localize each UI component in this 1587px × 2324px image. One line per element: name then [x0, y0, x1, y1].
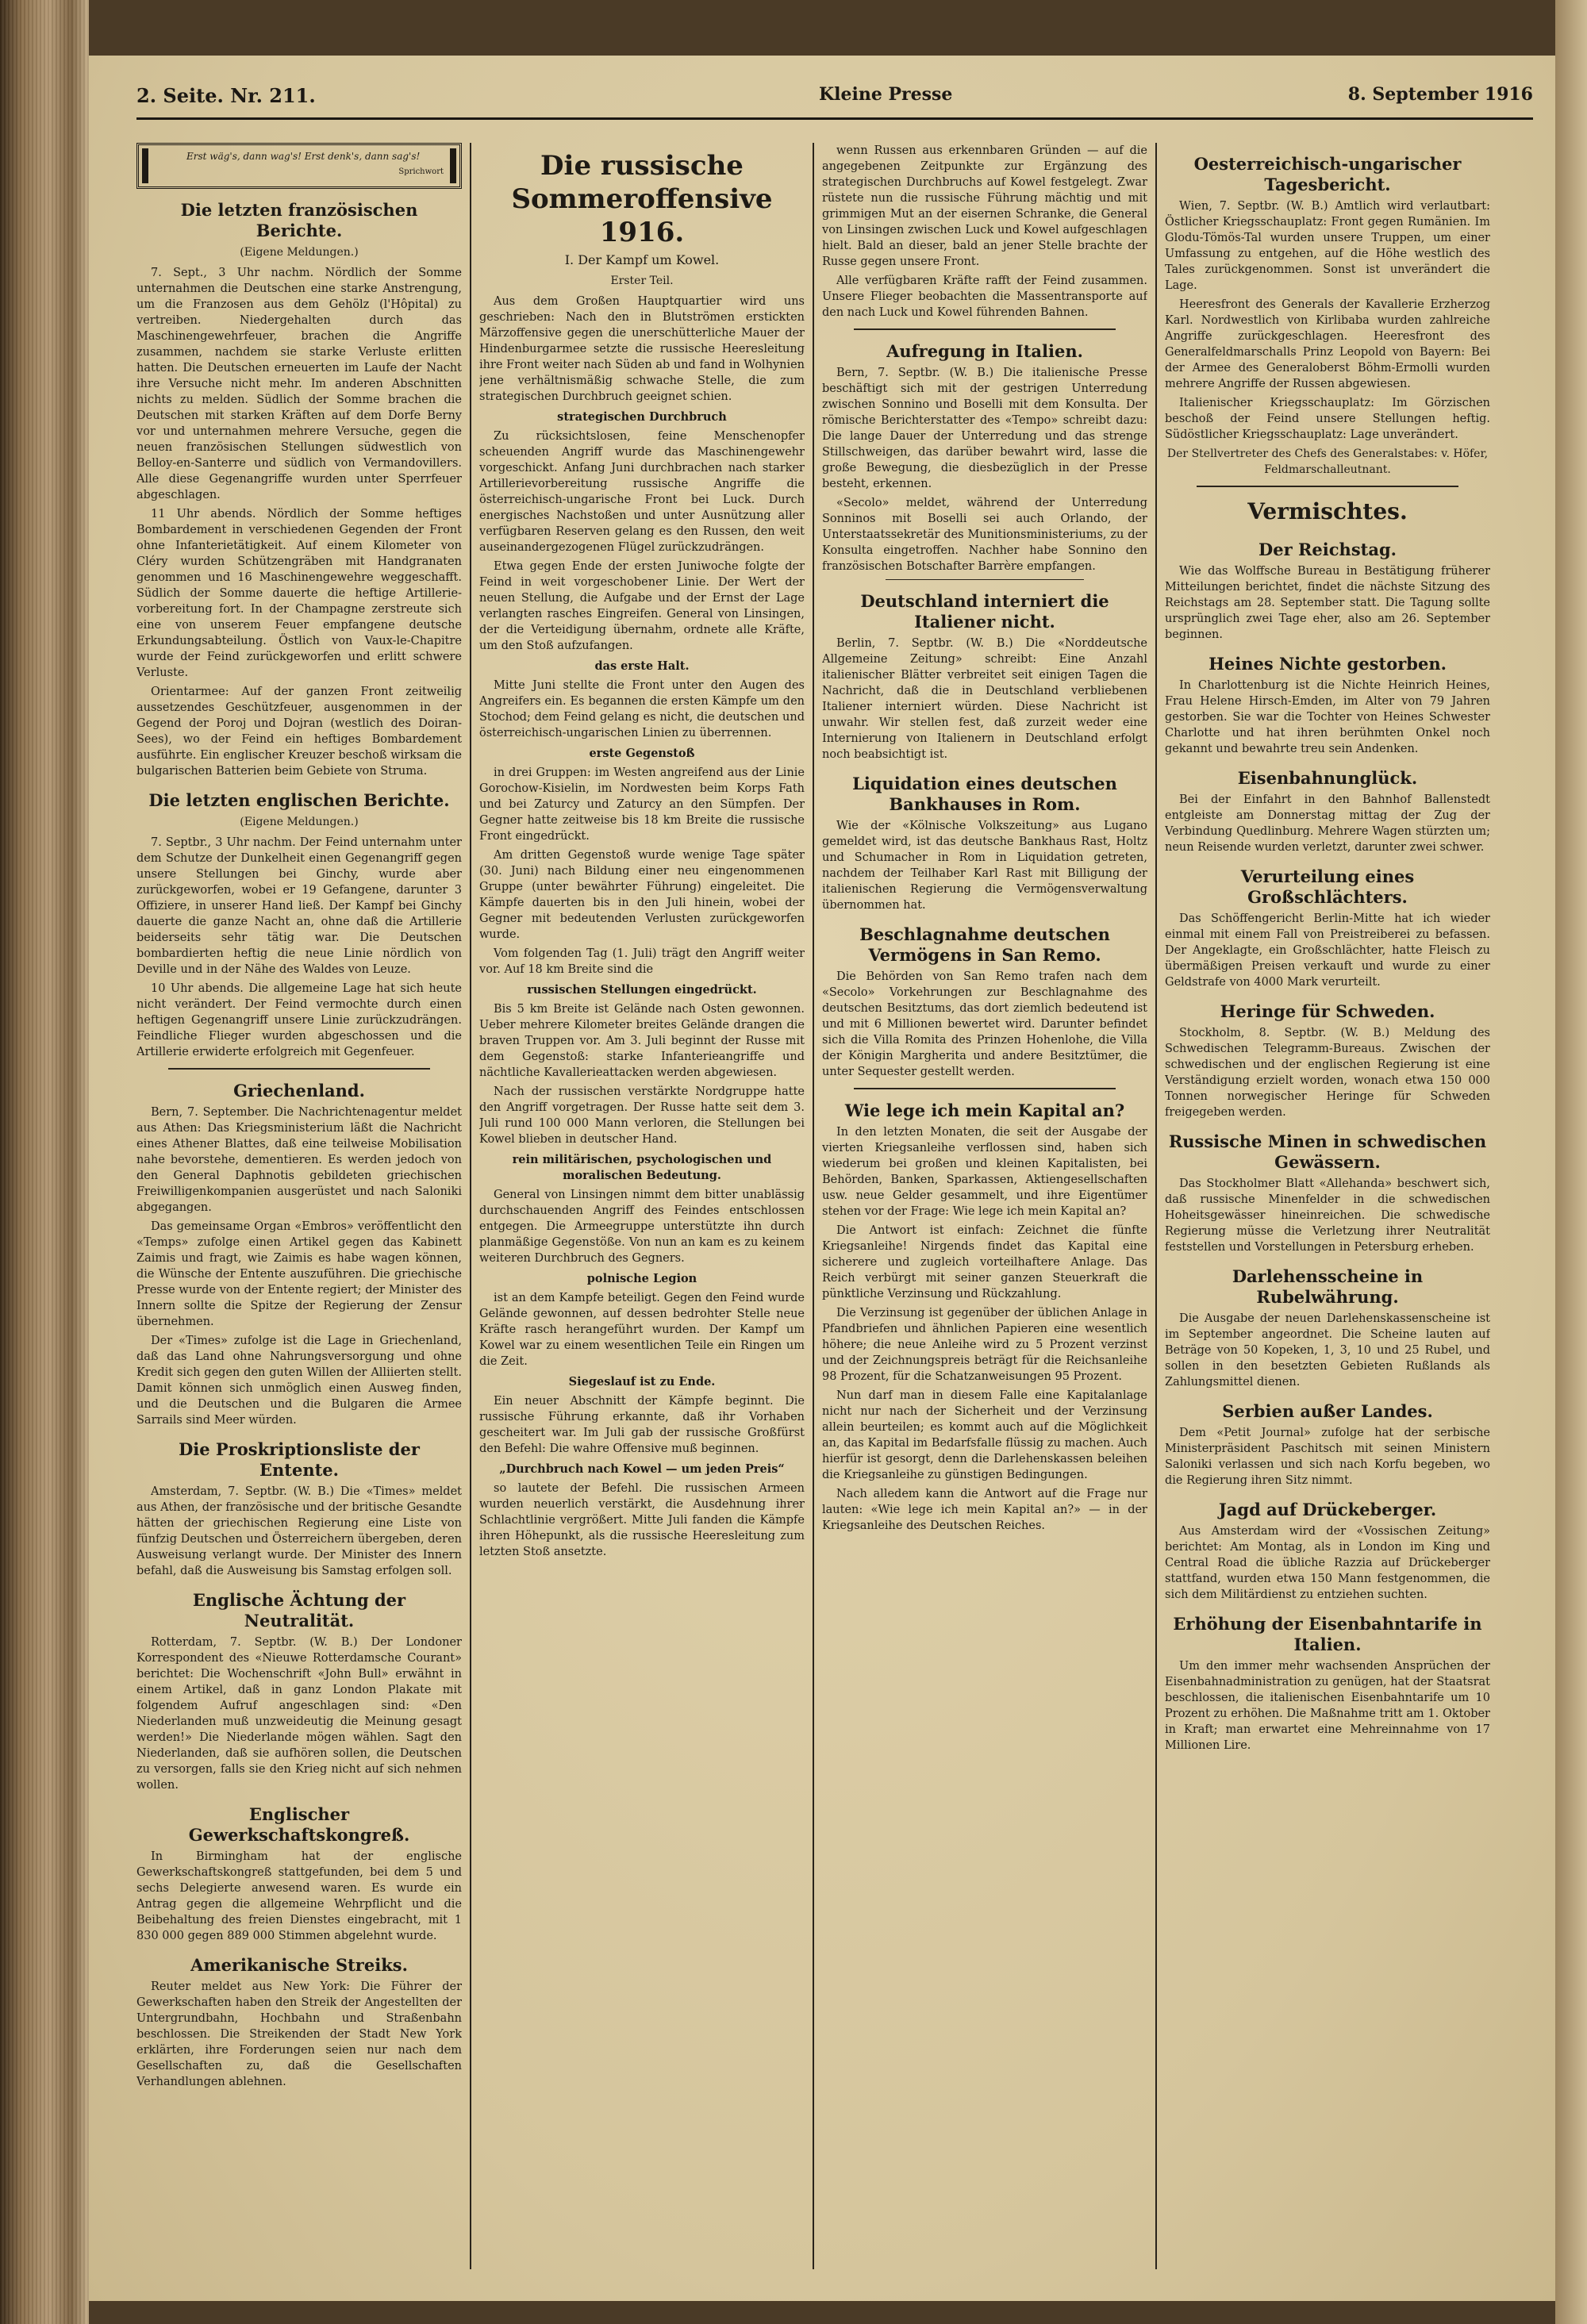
article-heading: Die letzten englischen Berichte. — [148, 790, 450, 810]
article-paragraph: Nun darf man in diesem Falle eine Kapitalanlage nicht nur nach der Sicherheit und der Verzinsung allein beurteilen; es kommt auch auf die Möglichkeit an, das Kapital im Bedarfsfalle flüssig zu machen. Auch hierfür ist gesorgt, denn die Darlehenskassen beleihen die Kriegsanleihe zu günstigen Bedingungen. — [822, 1389, 1147, 1481]
article-paragraph: In den letzten Monaten, die seit der Ausgabe der vierten Kriegsanleihe verflossen sind, haben sich wiederum bei großen und kleinen Kapitalisten, bei Behörden, Banken, Sparkassen, Aktiengesellschaften usw. neue Gelder gesammelt, und ihre Eigentümer stehen vor der Frage: Wie lege ich mein Kapital an? — [822, 1126, 1147, 1218]
page-header — [136, 78, 1533, 125]
article-paragraph: Der «Times» zufolge ist die Lage in Griechenland, daß das Land ohne Nahrungsversorgung und ohne Kredit sich gegen den guten Willen der Alliierten stellt. Damit können sich unmöglich einen Ausweg finden, und die Deutschen und die Bulgaren die Armee Sarrails sind Meer würden. — [136, 1335, 462, 1427]
article-paragraph: Bis 5 km Breite ist Gelände nach Osten gewonnen. Ueber mehrere Kilometer breites Gelände drangen die braven Truppen vor. Am 3. Juli beginnt der Russe mit dem Gegenstoß: starke Infanterieangriffe und nächtliche Kavallerieattacken werden abgewiesen. — [479, 1003, 805, 1079]
article-paragraph: Bern, 7. Septbr. (W. B.) Die italienische Presse beschäftigt sich mit der gestrigen Unterredung zwischen Sonnino und Boselli mit dem Konsulta. Der römische Berichterstatter des «Tempo» schreibt dazu: Die lange Dauer der Unterredung und das strenge Stillschweigen, das darüber bewahrt wird, lasse die große Bewegung, die diesbezüglich in der Presse besteht, erkennen. — [822, 367, 1147, 490]
article-heading: Heringe für Schweden. — [1220, 1001, 1435, 1021]
article-paragraph: General von Linsingen nimmt dem bitter unablässig durchschauenden Angriff des Feindes entschlossen entgegen. Die Armeegruppe unterstützte ihn durch planmäßige Gegenstöße. Von nun an kam es zu keinem weiteren Durchbruch des Gegners. — [479, 1189, 805, 1265]
article-heading: Verurteilung eines Großschlächters. — [1240, 866, 1415, 907]
article-subtitle: (Eigene Meldungen.) — [240, 816, 359, 828]
section-heading: rein militärischen, psychologischen und moralischen Bedeutung. — [512, 1153, 772, 1182]
article-heading: Liquidation eines deutschen Bankhauses in Rom. — [852, 774, 1117, 814]
column-2 — [479, 143, 805, 2277]
article-paragraph: Amsterdam, 7. Septbr. (W. B.) Die «Times» meldet aus Athen, der französische und der britische Gesandte hätten der griechischen Regierung eine Liste von fünfzig Deutschen und Österreichern übergeben, deren Ausweisung verlangt wurde. Der Minister des Innern befahl, daß die Ausweisung bis Samstag erfolgen soll. — [136, 1485, 462, 1577]
article-heading: Die letzten französischen Berichte. — [180, 200, 418, 240]
article-paragraph: Das Stockholmer Blatt «Allehanda» beschwert sich, daß russische Minenfelder in die schwedischen Hoheitsgewässer hineinreichen. Die schwedische Regierung müsse die Verletzung ihrer Neutralität feststellen und Vorstellungen in Petersburg erheben. — [1165, 1177, 1490, 1254]
motto-text: Erst wäg's, dann wag's! Erst denk's, dann sag's! — [186, 151, 421, 162]
article-paragraph: Reuter meldet aus New York: Die Führer der Gewerkschaften haben den Streik der Angestellten der Untergrundbahn, Hochbahn und Straßenbahn beschlossen. Die Streikenden der Stadt New York erklärten, ihre Forderungen seien nur nach dem Gesellschaften zu, daß die Gesellschaften Verhandlungen ablehnen. — [136, 1980, 462, 2088]
header-rule — [136, 117, 1533, 120]
section-rule — [1197, 486, 1458, 487]
article-paragraph: Mitte Juni stellte die Front unter den Augen des Angreifers ein. Es begannen die ersten Kämpfe um den Stochod; dem Feind gelang es nicht, die deutschen und österreichisch-ungarischen Linien zu überrennen. — [479, 679, 805, 739]
article-paragraph: Das Schöffengericht Berlin-Mitte hat ich wieder einmal mit einem Fall von Preistreiberei zu befassen. Der Angeklagte, ein Großschlächter, hatte Fleisch zu übermäßigen Preisen verkauft und wurde zu einer Geldstrafe von 4000 Mark verurteilt. — [1165, 912, 1490, 989]
section-heading: strategischen Durchbruch — [557, 410, 727, 424]
article-paragraph: so lautete der Befehl. Die russischen Armeen wurden neuerlich verstärkt, die Ausdehnung ihrer Schlachtlinie vergrößert. Mitte Juli fanden die Kämpfe ihren Höhepunkt, als die russische Heeresleitung zum letzten Stoß ansetzte. — [479, 1482, 805, 1558]
article-paragraph: Zu rücksichtslosen, feine Menschenopfer scheuenden Angriff wurde das Maschinengewehr vorgeschickt. Anfang Juni durchbrachen nach starker Artillerievorbereitung russische Angriffe die österreichisch-ungarische Front bei Luck. Durch energisches Nachstoßen und unter Ausnützung aller verfügbaren Reserven gelang es den Russen, den weit auseinandergezogenen Flügel zurückzudrängen. — [479, 430, 805, 554]
article-heading: Darlehensscheine in Rubelwährung. — [1232, 1266, 1424, 1307]
column-divider — [1155, 143, 1157, 2269]
article-paragraph: Aus dem Großen Hauptquartier wird uns geschrieben: Nach den in Blutströmen erstickten Märzoffensive gegen die unerschütterliche Mauer der Hindenburgarmee setzte die russische Heeresleitung ihre Front weiter nach Süden ab und fand in Wolhynien jene verhältnismäßig schwache Stelle, die zum strategischen Durchbruch geeignet schien. — [479, 295, 805, 403]
article-paragraph: in drei Gruppen: im Westen angreifend aus der Linie Gorochow-Kisielin, im Nordwesten beim Korps Fath und bei Zaturcy und Zaturcy an den Sümpfen. Der Gegner hatte zeitweise bis 18 km Breite die russische Front eingedrückt. — [479, 766, 805, 843]
box-bar — [142, 148, 148, 183]
article-heading: Aufregung in Italien. — [886, 341, 1083, 361]
article-paragraph: Bern, 7. September. Die Nachrichtenagentur meldet aus Athen: Das Kriegsministerium läßt die Nachricht eines Athener Blattes, daß eine teilweise Mobilisation nahe bevorstehe, dementieren. Es werden jedoch von den General Daphnotis gebildeten griechischen Freiwilligenkompanien ausgerüstet und nach Saloniki abgegangen. — [136, 1106, 462, 1214]
article-paragraph: Das gemeinsame Organ «Embros» veröffentlicht den «Temps» zufolge einen Artikel gegen das Kabinett Zaimis und fragt, wie Zaimis es habe wagen können, die Wünsche der Entente auszuführen. Die griechische Presse wurde von der Entente regiert; der Minister des Innern sollte die Spitze der Regierung der Zensur übernehmen. — [136, 1220, 462, 1328]
article-paragraph: wenn Russen aus erkennbaren Gründen — auf die angegebenen Zeitpunkte zur Ergänzung des strategischen Durchbruchs auf Kowel festgelegt. Zwar rüstete nun die russische Führung mächtig und mit grimmigen Mut an der eisernen Schranke, die General von Linsingen zwischen Luck und Kowel aufgeschlagen hielt. Bald an dieser, bald an jener Stelle brachte der Russe gegen unsere Front. — [822, 144, 1147, 268]
article-heading: Oesterreichisch-ungarischer Tagesbericht. — [1193, 154, 1462, 194]
section-heading: erste Gegenstoß — [589, 747, 695, 760]
column-divider — [470, 143, 471, 2269]
article-paragraph: Wien, 7. Septbr. (W. B.) Amtlich wird verlautbart: Östlicher Kriegsschauplatz: Front gegen Rumänien. Im Glodu-Tömös-Tal wurden unsere Truppen, um einer Umfassung zu entgehen, auf die Höhe westlich des Tales zurückgenommen. Sonst ist unverändert die Lage. — [1165, 200, 1490, 292]
feature-subtitle: I. Der Kampf um Kowel. — [564, 252, 720, 267]
article-paragraph: Etwa gegen Ende der ersten Juniwoche folgte der Feind in weit vorgeschobener Linie. Der Wert der neuen Stellung, die Aufgabe und der Ernst der Lage verlangten rasches Eingreifen. General von Linsingen, der die Verteidigung übernahm, ordnete alle Kräfte, um den Stoß aufzufangen. — [479, 560, 805, 652]
article-paragraph: Vom folgenden Tag (1. Juli) trägt den Angriff weiter vor. Auf 18 km Breite sind die — [479, 947, 805, 976]
article-paragraph: Aus Amsterdam wird der «Vossischen Zeitung» berichtet: Am Montag, als in London im King und Central Road die übliche Razzia auf Drückeberger stattfand, wurden etwa 150 Mann festgenommen, die sich dem Militärdienst zu entziehen suchten. — [1165, 1525, 1490, 1601]
section-rule — [886, 579, 1084, 580]
feature-title: Die russische Sommeroffensive 1916. — [511, 150, 773, 248]
newspaper-page — [89, 56, 1555, 2301]
section-rule — [854, 1088, 1116, 1089]
article-paragraph: Italienischer Kriegsschauplatz: Im Görzischen beschoß der Feind unsere Stellungen heftig. Südöstlicher Kriegsschauplatz: Lage unverändert. — [1165, 397, 1490, 441]
article-paragraph: ist an dem Kampfe beteiligt. Gegen den Feind wurde Gelände gewonnen, auf dessen bedrohter Stelle neue Kräfte rasch herangeführt wurden. Der Kampf um Kowel war zu einem wesentlichen Teile ein Ringen um die Zeit. — [479, 1292, 805, 1368]
article-heading: Serbien außer Landes. — [1222, 1401, 1433, 1421]
section-heading: russischen Stellungen eingedrückt. — [527, 983, 757, 997]
article-paragraph: 7. Septbr., 3 Uhr nachm. Der Feind unternahm unter dem Schutze der Dunkelheit einen Gegenangriff gegen unsere Stellungen bei Ginchy, wurde aber zurückgeworfen, wobei er 19 Gefangene, darunter 3 Offiziere, in unserer Hand ließ. Der Kampf bei Ginchy dauerte die ganze Nacht an, ohne daß die Artillerie beiderseits sehr tätig war. Die Deutschen bombardierten heftig die neue Linie nördlich von Deville und in der Nähe des Waldes von Leuze. — [136, 836, 462, 976]
article-paragraph: Dem «Petit Journal» zufolge hat der serbische Ministerpräsident Paschitsch mit seinen Ministern Saloniki verlassen und sich nach Korfu begeben, wo die Regierung ihren Sitz nimmt. — [1165, 1427, 1490, 1487]
article-paragraph: Die Verzinsung ist gegenüber der üblichen Anlage in Pfandbriefen und ähnlichen Papieren eine wesentlich höhere; die neue Anleihe wird zu 5 Prozent verzinst und der Zeichnungspreis beträgt für die Reichsanleihe 98 Prozent, für die Schatzanweisungen 95 Prozent. — [822, 1307, 1147, 1383]
article-paragraph: Berlin, 7. Septbr. (W. B.) Die «Norddeutsche Allgemeine Zeitung» schreibt: Eine Anzahl italienischer Blätter verbreitet seit einigen Tagen die Nachricht, daß die in Deutschland verbliebenen Italiener interniert würden. Diese Nachricht ist unwahr. Wir stellen fest, daß zurzeit weder eine Internierung von Italienern in Deutschland erfolgt noch beabsichtigt ist. — [822, 637, 1147, 761]
masthead-title: Kleine Presse — [819, 84, 953, 105]
section-heading: Siegeslauf ist zu Ende. — [568, 1375, 716, 1389]
box-bar — [450, 148, 456, 183]
section-rule — [168, 1068, 430, 1070]
article-paragraph: In Charlottenburg ist die Nichte Heinrich Heines, Frau Helene Hirsch-Emden, im Alter von 79 Jahren gestorben. Sie war die Tochter von Heines Schwester Charlotte und hat ihren berühmten Onkel noch gekannt und bewahrte treu sein Andenken. — [1165, 679, 1490, 755]
article-heading: Griechenland. — [233, 1081, 365, 1101]
article-heading: Erhöhung der Eisenbahntarife in Italien. — [1173, 1614, 1482, 1654]
article-heading: Deutschland interniert die Italiener nicht. — [860, 591, 1109, 632]
article-subtitle: (Eigene Meldungen.) — [240, 246, 359, 259]
section-heading: polnische Legion — [586, 1272, 697, 1285]
article-heading: Jagd auf Drückeberger. — [1218, 1500, 1437, 1519]
article-paragraph: In Birmingham hat der englische Gewerkschaftskongreß stattgefunden, bei dem 5 und sechs Delegierte anwesend waren. Es wurde ein Antrag gegen die allgemeine Wehrpflicht und die Beibehaltung des freien Dienstes eingebracht, mit 1 830 000 gegen 889 000 Stimmen abgelehnt wurde. — [136, 1850, 462, 1942]
article-paragraph: 11 Uhr abends. Nördlich der Somme heftiges Bombardement in verschiedenen Gegenden der Front ohne Infanterietätigkeit. Auf einem Kilometer von Cléry wurden Schützengräben mit Handgranaten genommen und 16 Maschinengewehre weggeschafft. Südlich der Somme dauerte die heftige Artillerie-vorbereitung fort. In der Champagne zerstreute sich eine von unserem Feuer empfangene deutsche Erkundungsabteilung. Östlich von Vaux-le-Chapitre wurde der Feind zurückgeworfen und erlitt schwere Verluste. — [136, 508, 462, 679]
column-4 — [1165, 143, 1490, 2277]
article-paragraph: Nach alledem kann die Antwort auf die Frage nur lauten: «Wie lege ich mein Kapital an?» — in der Kriegsanleihe des Deutschen Reiches. — [822, 1488, 1147, 1532]
section-heading: das erste Halt. — [594, 659, 690, 673]
report-signature: Der Stellvertreter des Chefs des Generalstabes: v. Höfer, Feldmarschalleutnant. — [1166, 448, 1489, 476]
column-divider — [813, 143, 814, 2269]
next-page-edge — [1555, 0, 1587, 2324]
article-paragraph: Wie das Wolffsche Bureau in Bestätigung früherer Mitteilungen berichtet, findet die nächste Sitzung des Reichstags am 28. September statt. Die Tagung sollte ursprünglich zwei Tage eher, also am 26. September beginnen. — [1165, 565, 1490, 641]
article-paragraph: Die Ausgabe der neuen Darlehenskassenscheine ist im September angeordnet. Die Scheine lauten auf Beträge von 50 Kopeken, 1, 3, 10 und 25 Rubel, und sollen in den besetzten Gebieten Rußlands als Zahlungsmittel dienen. — [1165, 1312, 1490, 1389]
feature-part: Erster Teil. — [610, 275, 674, 287]
article-heading: Russische Minen in schwedischen Gewässern. — [1168, 1131, 1487, 1172]
article-heading: Eisenbahnunglück. — [1237, 768, 1418, 788]
article-paragraph: Die Antwort ist einfach: Zeichnet die fünfte Kriegsanleihe! Nirgends findet das Kapital eine sicherere und zugleich vorteilhaftere Anlage. Das Reich verbürgt mit seiner ganzen Steuerkraft die pünktliche Verzinsung und Rückzahlung. — [822, 1224, 1147, 1300]
article-paragraph: 7. Sept., 3 Uhr nachm. Nördlich der Somme unternahmen die Deutschen eine starke Anstrengung, um die Franzosen aus dem Gehölz (l'Hôpital) zu vertreiben. Niedergehalten durch das Maschinengewehrfeuer, brachen die Angriffe zusammen, nachdem sie starke Verluste erlitten hatten. Die Deutschen erneuerten im Laufe der Nacht ihre Versuche nicht mehr. Im anderen Abschnitten nichts zu melden. Südlich der Somme brachen die Deutschen mit starken Kräften auf dem Dorfe Berny vor und unternahmen mehrere Versuche, gegen die neuen französischen Stellungen südwestlich von Belloy-en-Santerre und südlich von Vermandovillers. Alle diese Gegenangriffe wurden unter Sperrfeuer abgeschlagen. — [136, 267, 462, 501]
article-paragraph: Die Behörden von San Remo trafen nach dem «Secolo» Vorkehrungen zur Beschlagnahme des deutschen Besitztums, das dort ziemlich bedeutend ist und mit 6 Millionen bewertet wird. Darunter befindet sich die Villa Romita des Prinzen Hohenlohe, die Villa der Königin Margherita und andere Besitztümer, die unter Sequester gestellt werden. — [822, 970, 1147, 1078]
article-heading: Wie lege ich mein Kapital an? — [844, 1101, 1125, 1120]
column-3 — [822, 143, 1147, 2277]
article-paragraph: Orientarmee: Auf der ganzen Front zeitweilig aussetzendes Geschützfeuer, ausgenommen in der Gegend der Poroj und Dojran (westlich des Doiran-Sees), wo der Feind ein heftiges Bombardement ausführte. Ein englischer Kreuzer beschoß wirksam die bulgarischen Batterien beim Gebiete von Struma. — [136, 686, 462, 778]
article-paragraph: Wie der «Kölnische Volkszeitung» aus Lugano gemeldet wird, ist das deutsche Bankhaus Rast, Holtz und Schumacher in Rom in Liquidation getreten, nachdem der Teilhaber Karl Rast mit Billigung der italienischen Regierung die Vermögensverwaltung übernommen hat. — [822, 820, 1147, 912]
column-1 — [136, 143, 462, 2277]
section-title: Vermischtes. — [1247, 498, 1408, 524]
article-heading: Beschlagnahme deutschen Vermögens in San Remo. — [859, 924, 1110, 965]
article-paragraph: Heeresfront des Generals der Kavallerie Erzherzog Karl. Nordwestlich von Kirlibaba wurden zahlreiche Angriffe zurückgeschlagen. Heeresfront des Generalfeldmarschalls Prinz Leopold von Bayern: Bei der Armee des Generaloberst Böhm-Ermolli wurden mehrere Angriffe der Russen abgewiesen. — [1165, 298, 1490, 390]
article-paragraph: «Secolo» meldet, während der Unterredung Sonninos mit Boselli sei auch Orlando, der Unterstaatssekretär des Munitionsministeriums, zu der Konsulta eingetroffen. Nachher habe Sonnino den französischen Botschafter Barrère empfangen. — [822, 497, 1147, 573]
article-paragraph: Um den immer mehr wachsenden Ansprüchen der Eisenbahnadministration zu genügen, hat der Staatsrat beschlossen, die italienischen Eisenbahntarife um 10 Prozent zu erhöhen. Die Maßnahme tritt am 1. Oktober in Kraft; man erwartet eine Mehreinnahme von 17 Millionen Lire. — [1165, 1660, 1490, 1752]
article-paragraph: Alle verfügbaren Kräfte rafft der Feind zusammen. Unsere Flieger beobachten die Massentransporte auf den nach Luck und Kowel führenden Bahnen. — [822, 275, 1147, 319]
article-paragraph: Nach der russischen verstärkte Nordgruppe hatte den Angriff vorgetragen. Der Russe hatte seit dem 3. Juli rund 100 000 Mann verloren, die Stellungen bei Kowel blieben in deutscher Hand. — [479, 1085, 805, 1146]
section-rule — [854, 328, 1116, 330]
article-heading: Die Proskriptionsliste der Entente. — [179, 1439, 420, 1480]
article-heading: Englische Ächtung der Neutralität. — [192, 1590, 406, 1631]
section-heading: „Durchbruch nach Kowel — um jeden Preis“ — [499, 1462, 785, 1476]
article-paragraph: Ein neuer Abschnitt der Kämpfe beginnt. Die russische Führung erkannte, daß ihr Vorhaben gescheitert war. Im Juli gab der russische Großfürst den Befehl: Die wahre Offensive muß beginnen. — [479, 1395, 805, 1455]
issue-date: 8. September 1916 — [1347, 84, 1533, 105]
book-binding — [0, 0, 89, 2324]
article-heading: Der Reichstag. — [1258, 540, 1397, 559]
article-paragraph: Am dritten Gegenstoß wurde wenige Tage später (30. Juni) nach Bildung einer neu eingenommenen Gruppe (unter bewährter Führung) eingeleitet. Die Kämpfe dauerten bis in den Juli hinein, wobei der Gegner mit bedeutenden Verlusten zurückgeworfen wurde. — [479, 849, 805, 941]
motto-box — [136, 143, 462, 189]
article-paragraph: Rotterdam, 7. Septbr. (W. B.) Der Londoner Korrespondent des «Nieuwe Rotterdamsche Courant» berichtet: Die Wochenschrift «John Bull» erwähnt in einem Artikel, daß in ganz London Plakate mit folgendem Aufruf angeschlagen sind: «Den Niederlanden muß unzweideutig die Meinung gesagt werden!» Die Niederlande mögen wählen. Sagt den Niederlanden, daß sie aufhören sollen, die Deutschen zu versorgen, falls sie den Krieg nicht auf sich nehmen wollen. — [136, 1636, 462, 1792]
page-number: 2. Seite. Nr. 211. — [136, 84, 316, 107]
motto-attribution: Sprichwort — [398, 167, 444, 176]
article-heading: Englischer Gewerkschaftskongreß. — [188, 1804, 410, 1845]
article-heading: Heines Nichte gestorben. — [1209, 654, 1447, 674]
article-heading: Amerikanische Streiks. — [190, 1955, 408, 1975]
article-paragraph: Bei der Einfahrt in den Bahnhof Ballenstedt entgleiste am Donnerstag mittag der Zug der Verbindung Quedlinburg. Mehrere Wagen stürzten um; neun Reisende wurden verletzt, darunter zwei schwer. — [1165, 793, 1490, 854]
article-paragraph: Stockholm, 8. Septbr. (W. B.) Meldung des Schwedischen Telegramm-Bureaus. Zwischen der schwedischen und der englischen Regierung ist eine Verständigung erzielt worden, wonach etwa 150 000 Tonnen norwegischer Heringe für Schweden freigegeben werden. — [1165, 1027, 1490, 1119]
article-paragraph: 10 Uhr abends. Die allgemeine Lage hat sich heute nicht verändert. Der Feind vermochte durch einen heftigen Gegenangriff unsere Linie zurückzudrängen. Feindliche Flieger wurden abgeschossen und die Artillerie erwiderte erfolgreich mit Gegenfeuer. — [136, 982, 462, 1058]
